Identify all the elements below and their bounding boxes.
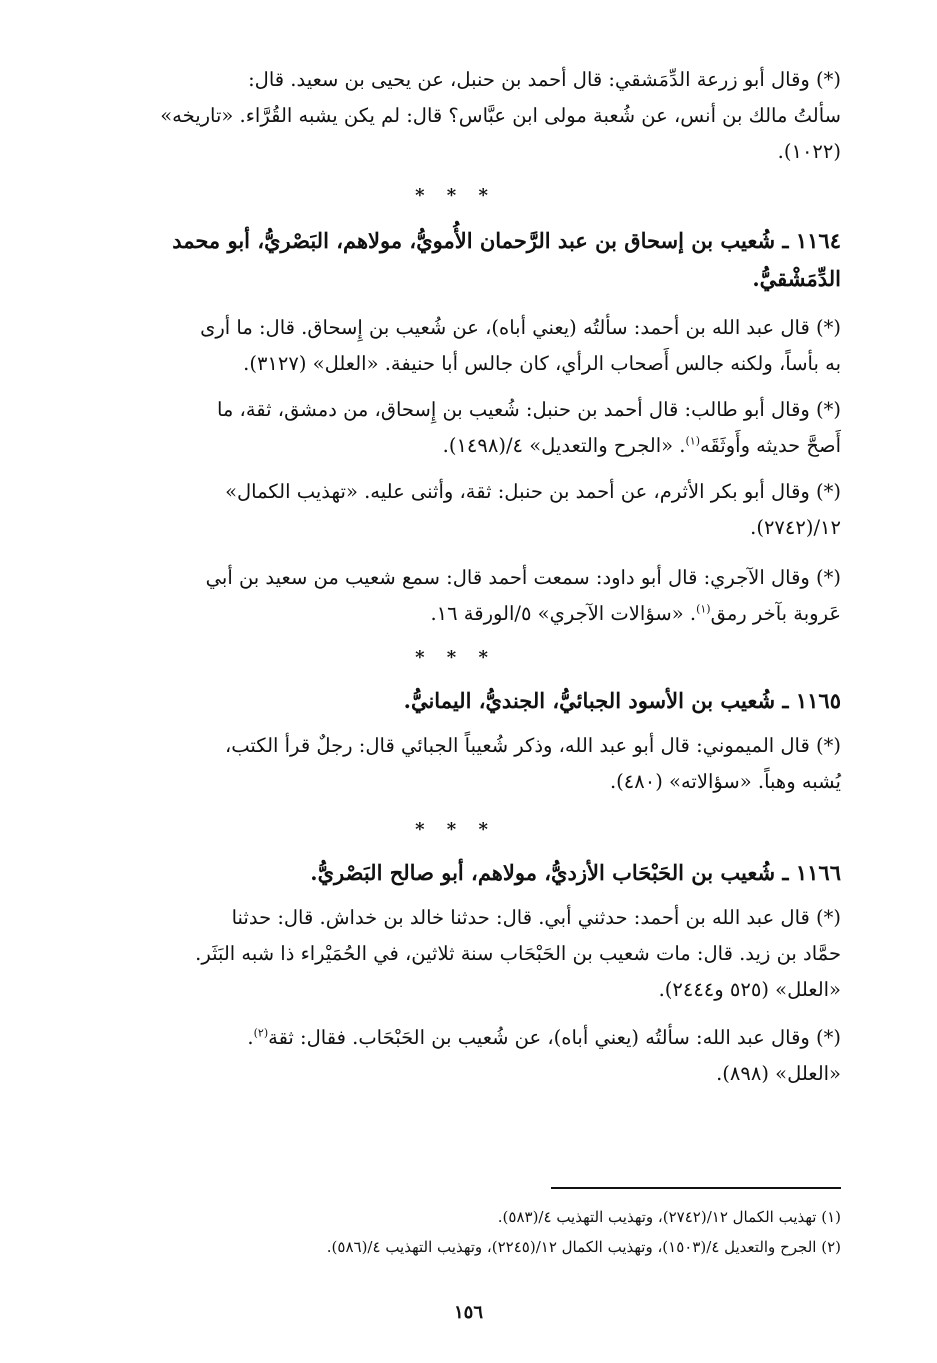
paragraph <box>70 62 841 170</box>
paragraph <box>70 310 841 382</box>
text-line: «العلل» (٨٩٨). <box>716 1062 841 1085</box>
text-line: (١٠٢٢). <box>777 140 841 163</box>
heading-line: ١١٦٦ ـ شُعيب بن الحَبْحَاب الأزديُّ، مولاهم، أبو صالح البَصْريُّ. <box>310 860 841 885</box>
footnote-ref: (١) <box>685 434 700 448</box>
text-line: (*) وقال الآجري: قال أبو داود: سمعت أحمد قال: سمع شعيب من سعيد بن أبي <box>205 566 841 589</box>
text-line: سألتُ مالك بن أنس، عن شُعبة مولى ابن عبَّاس؟ قال: لم يكن يشبه القُرَّاء. «تاريخه» <box>160 104 841 127</box>
text-line: أَصحَّ حديثه وأَوثَقَه$^{(١)}$. «الجرح والتعديل» ٤/(١٤٩٨). <box>442 434 841 457</box>
text-line: حمَّاد بن زيد. قال: مات شعيب بن الحَبْحَاب سنة ثلاثين، في الحُمَيْراء ذا شبه البَثَر. <box>195 942 841 965</box>
text-line: ١٢/(٢٧٤٢). <box>750 516 841 539</box>
text-line: (*) وقال أبو بكر الأثرم، عن أحمد بن حنبل: ثقة، وأثنى عليه. «تهذيب الكمال» <box>225 480 841 503</box>
text-line: به بأساً، ولكنه جالس أَصحاب الرأي، كان جالس أبا حنيفة. «العلل» (٣١٢٧). <box>243 352 841 375</box>
paragraph <box>70 1020 841 1092</box>
entry-heading-1164 <box>70 222 841 298</box>
section-separator: * * * <box>415 185 496 206</box>
text-line: (*) قال عبد الله بن أحمد: حدثني أبي. قال: حدثنا خالد بن خداش. قال: حدثنا <box>231 906 841 929</box>
paragraph <box>70 728 841 800</box>
section-separator: * * * <box>415 647 496 668</box>
footnote-ref: (١) <box>696 602 711 616</box>
entry-heading-1165 <box>70 682 841 720</box>
text-line: (*) قال عبد الله بن أحمد: سألتُه (يعني أباه)، عن شُعيب بن إِسحاق. قال: ما أرى <box>200 316 841 339</box>
text-line: (*) وقال أبو طالب: قال أحمد بن حنبل: شُعيب بن إِسحاق، من دمشق، ثقة، ما <box>216 398 841 421</box>
text-line: يُشبه وهباً. «سؤالاته» (٤٨٠). <box>609 770 841 793</box>
heading-line: ١١٦٤ ـ شُعيب بن إسحاق بن عبد الرَّحمان الأُمويُّ، مولاهم، البَصْريُّ، أبو محمد <box>172 228 841 253</box>
footnotes <box>120 1202 841 1262</box>
footnote-1: (١) تهذيب الكمال ١٢/(٢٧٤٢)، وتهذيب التهذيب ٤/(٥٨٣). <box>497 1208 841 1226</box>
entry-heading-1166 <box>70 854 841 892</box>
paragraph <box>70 560 841 632</box>
text-line: (*) قال الميموني: قال أبو عبد الله، وذكر شُعيباً الجبائي قال: رجلٌ قرأ الكتب، <box>224 734 841 757</box>
heading-line: الدِّمَشْقيُّ. <box>752 266 841 291</box>
page-number: ١٥٦ <box>453 1302 483 1323</box>
text-line: (*) وقال عبد الله: سألتُه (يعني أباه)، عن شُعيب بن الحَبْحَاب. فقال: ثقة$^{(٢)}$. <box>247 1026 841 1049</box>
footnote-2: (٢) الجرح والتعديل ٤/(١٥٠٣)، وتهذيب الكمال ١٢/(٢٢٤٥)، وتهذيب التهذيب ٤/(٥٨٦). <box>326 1238 841 1256</box>
text-line: عَروبة بآخر رمق$^{(١)}$. «سؤالات الآجري» ٥/الورقة ١٦. <box>430 602 841 625</box>
paragraph <box>70 392 841 464</box>
heading-line: ١١٦٥ ـ شُعيب بن الأسود الجبائيُّ، الجنديُّ، اليمانيُّ. <box>403 688 841 713</box>
paragraph <box>70 900 841 1008</box>
footnote-divider <box>551 1187 841 1189</box>
footnote-ref: (٢) <box>253 1026 269 1040</box>
text-line: (*) وقال أبو زرعة الدِّمَشقي: قال أحمد بن حنبل، عن يحيى بن سعيد. قال: <box>248 68 841 91</box>
text-line: «العلل» (٥٢٥ و٢٤٤٤). <box>658 978 841 1001</box>
paragraph <box>70 474 841 546</box>
section-separator: * * * <box>415 819 496 840</box>
